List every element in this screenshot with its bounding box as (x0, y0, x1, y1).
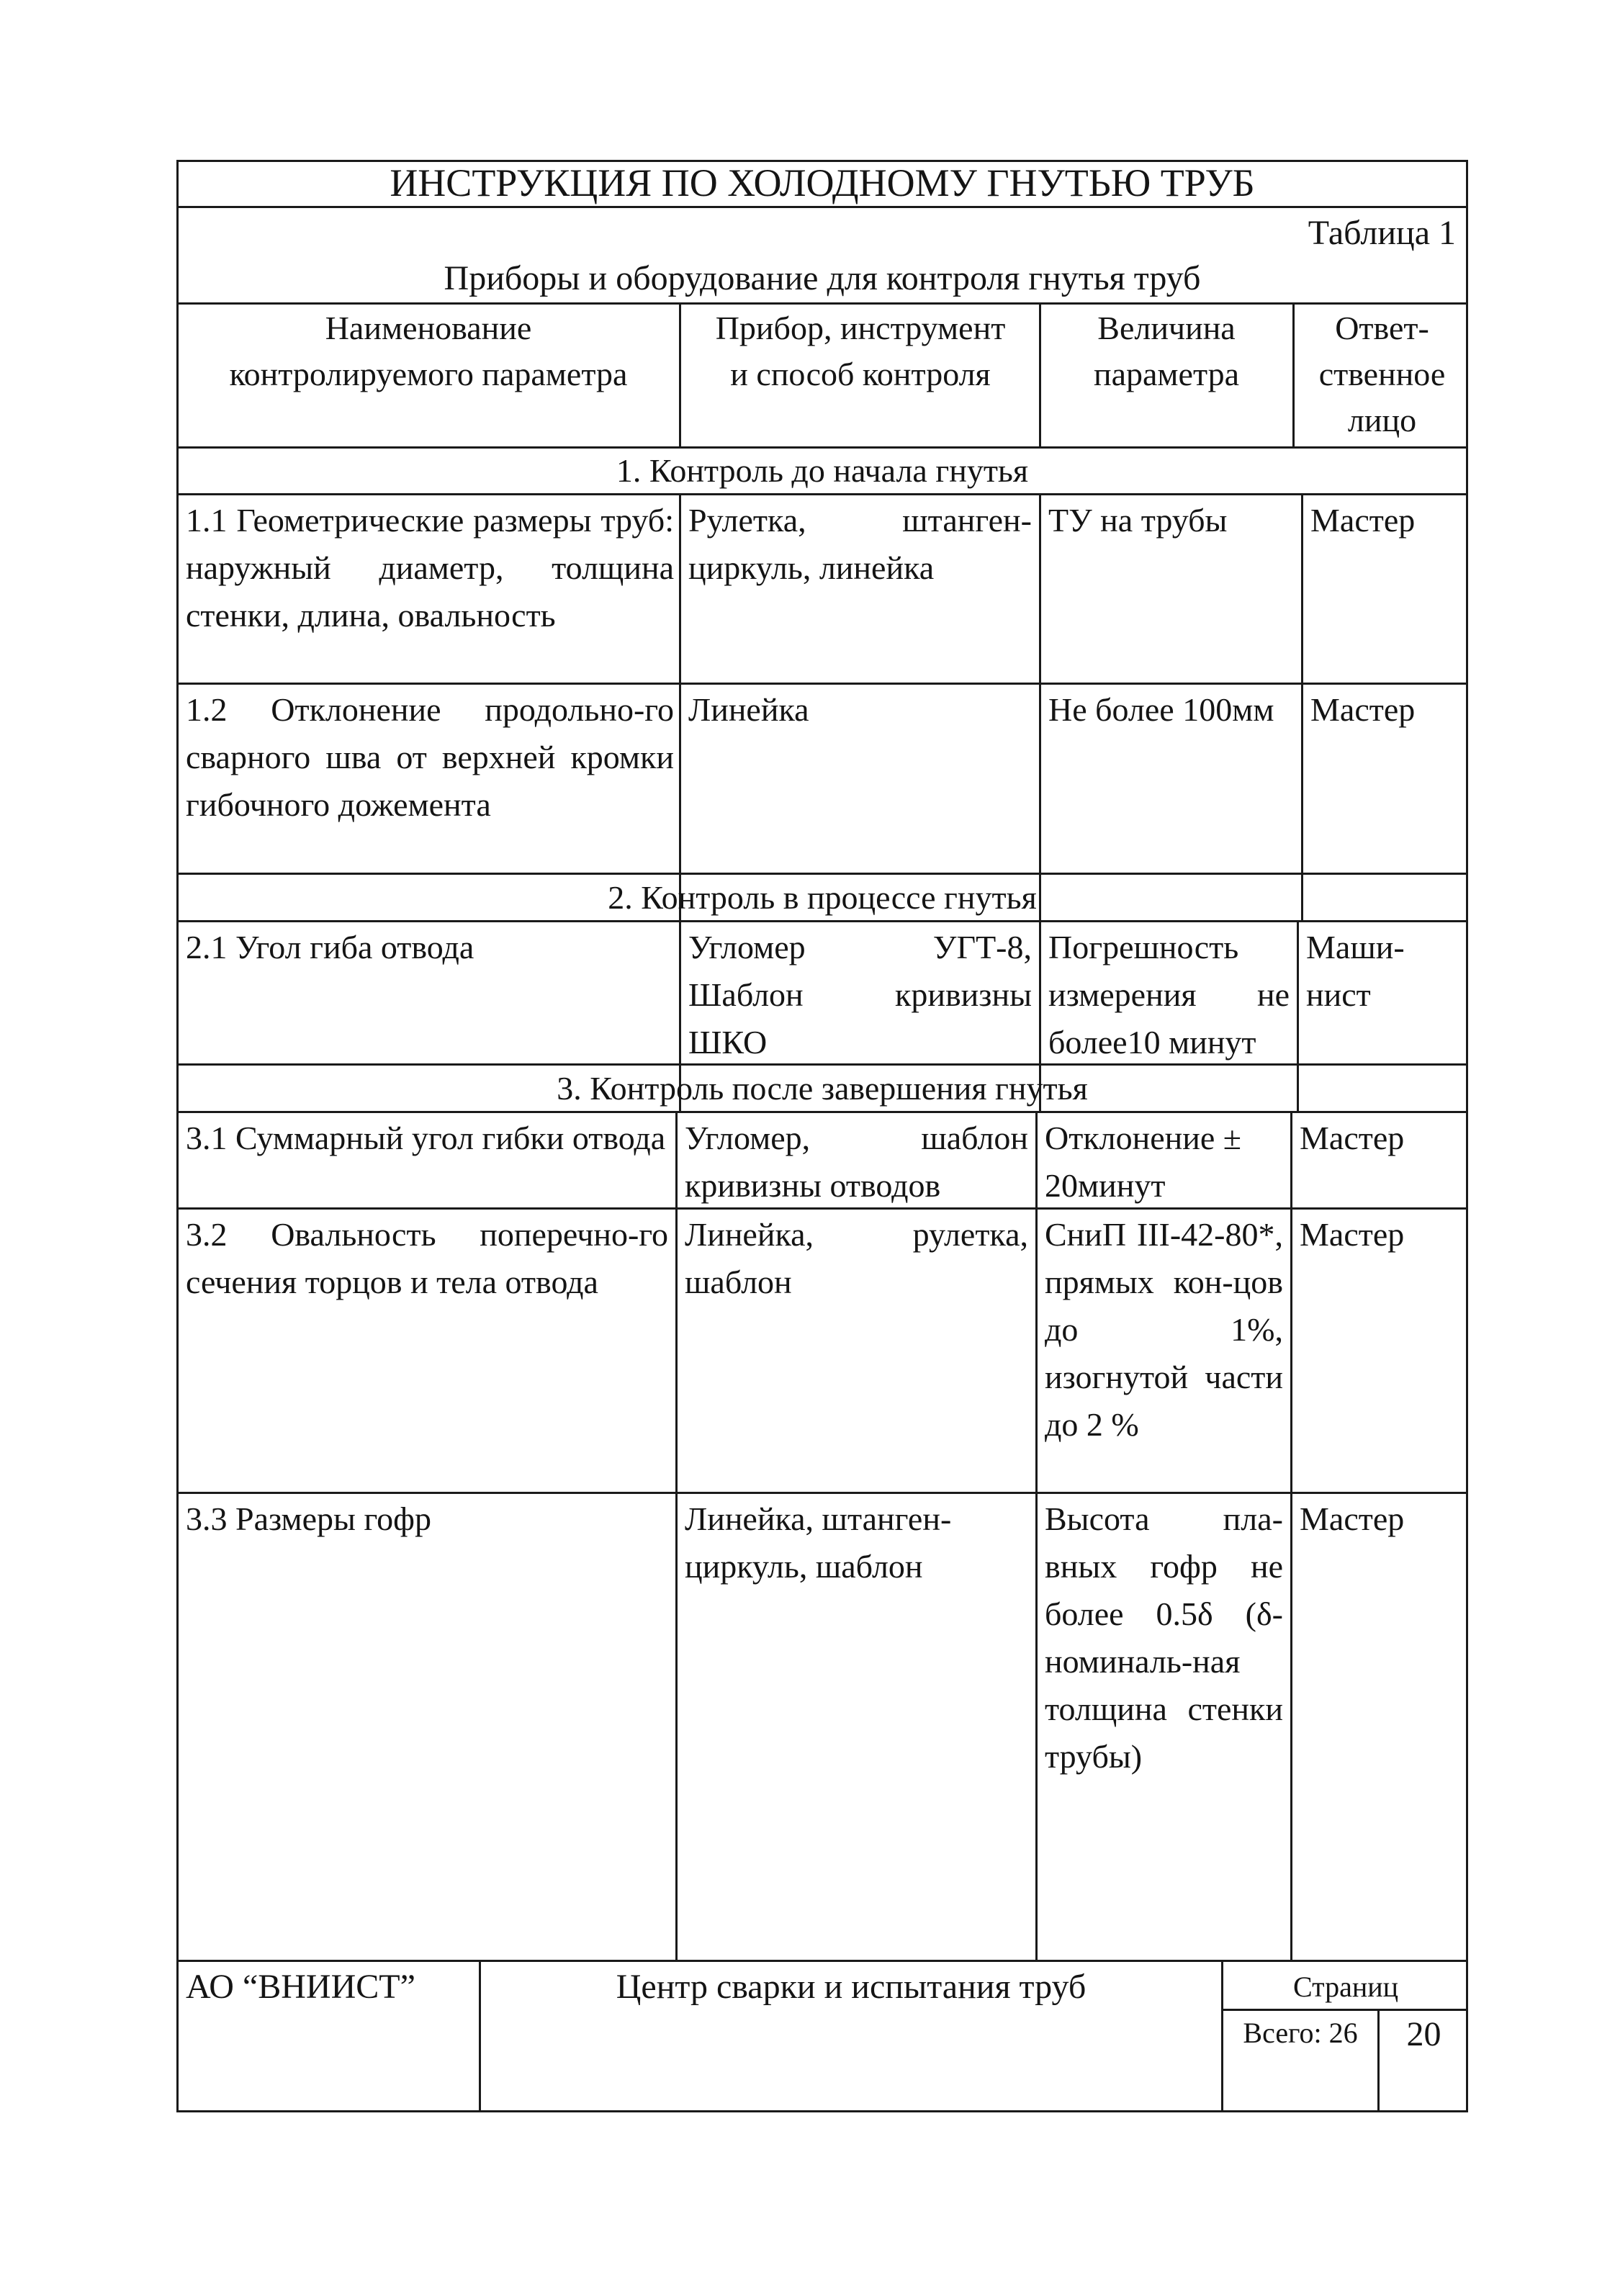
table-cell-parameter: 3.2 Овальность поперечно-го сечения торцов и тела отвода (186, 1216, 668, 1300)
footer-organization: АО “ВНИИСТ” (186, 1968, 415, 2006)
table-cell-value: Не более 100мм (1048, 691, 1274, 728)
table-cell-responsible: Мастер (1300, 1120, 1405, 1156)
col-rule-3-header (1292, 302, 1295, 446)
table-cell-parameter: 1.2 Отклонение продольно-го сварного шва от верхней кромки гибочного дожемента (186, 691, 674, 823)
header-parameter: Наименование контролируемого параметра (229, 310, 628, 392)
section-title: 2. Контроль в процессе гнутья (608, 879, 1037, 916)
table-cell-parameter: 3.1 Суммарный угол гибки отвода (186, 1120, 666, 1156)
header-responsible: Ответ-ственное лицо (1318, 310, 1446, 438)
header-instrument: Прибор, инструмент и способ контроля (715, 310, 1006, 392)
section-title: 1. Контроль до начала гнутья (616, 452, 1029, 489)
table-cell-responsible: Маши-нист (1306, 929, 1405, 1013)
table-label: Таблица 1 (1308, 214, 1456, 252)
footer-pages-label: Страниц (1292, 1971, 1399, 2003)
table-cell-instrument: Линейка (688, 691, 809, 728)
rule-title (176, 206, 1468, 208)
table-cell-value: ТУ на трубы (1048, 502, 1228, 539)
footer-total-pages: Всего: 26 (1243, 2017, 1358, 2049)
table-cell-responsible: Мастер (1310, 691, 1416, 728)
table-cell-parameter: 1.1 Геометрические размеры труб: наружный диаметр, толщина стенки, длина, овальность (186, 502, 674, 634)
table-cell-responsible: Мастер (1310, 502, 1416, 539)
rule-row-3-2 (176, 1492, 1468, 1494)
rule-caption (176, 302, 1468, 305)
table-cell-value: Отклонение ± 20минут (1045, 1120, 1242, 1204)
table-cell-instrument: Линейка, рулетка, шаблон (685, 1216, 1028, 1300)
table-cell-instrument: Линейка, штанген-циркуль, шаблон (685, 1500, 952, 1585)
table-caption: Приборы и оборудование для контроля гнутья труб (444, 259, 1201, 297)
table-cell-instrument: Угломер, шаблон кривизны отводов (685, 1120, 1028, 1204)
table-cell-value: Высота пла-вных гофр не более 0.5δ (δ-номиналь-ная толщина стенки трубы) (1045, 1500, 1283, 1775)
table-cell-instrument: Рулетка, штанген-циркуль, линейка (688, 502, 1032, 586)
table-cell-instrument: Угломер УГТ-8, Шаблон кривизны ШКО (688, 929, 1032, 1061)
table-cell-parameter: 3.3 Размеры гофр (186, 1500, 431, 1537)
table-cell-parameter: 2.1 Угол гиба отвода (186, 929, 474, 965)
col-rule-2-header (1039, 302, 1041, 446)
rule-row-1-1 (176, 683, 1468, 685)
col-rule-1-header (679, 302, 681, 446)
table-cell-responsible: Мастер (1300, 1500, 1405, 1537)
rule-pages (1221, 2009, 1468, 2011)
table-cell-responsible: Мастер (1300, 1216, 1405, 1253)
section-title: 3. Контроль после завершения гнутья (557, 1070, 1088, 1107)
header-value: Величина параметра (1093, 310, 1240, 392)
footer-department: Центр сварки и испытания труб (616, 1968, 1087, 2006)
rule-footer (176, 1960, 1468, 1962)
page-number: 20 (1406, 2015, 1441, 2053)
table-cell-value: Погрешность измерения не более10 минут (1048, 929, 1290, 1061)
document-title: ИНСТРУКЦИЯ ПО ХОЛОДНОМУ ГНУТЬЮ ТРУБ (390, 161, 1255, 204)
table-cell-value: СниП III-42-80*, прямых кон-цов до 1%, изогнутой части до 2 % (1045, 1216, 1283, 1443)
